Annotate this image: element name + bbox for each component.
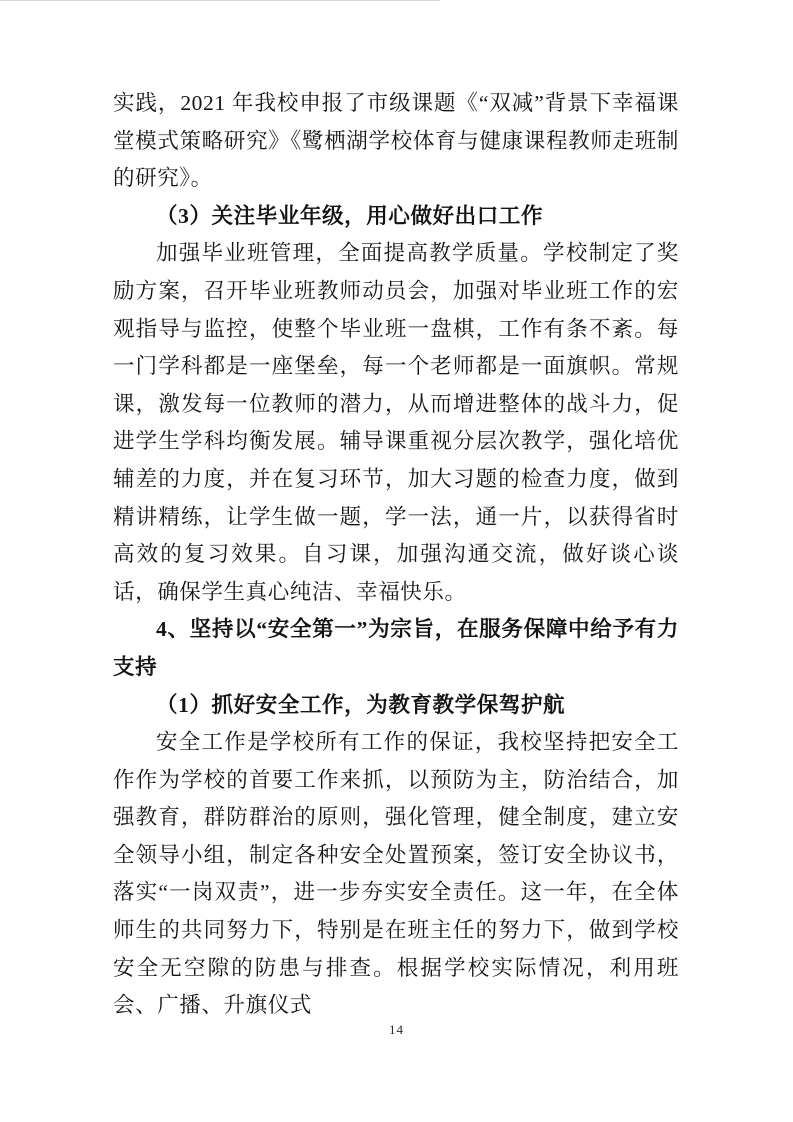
section-heading-safety-first: 4、坚持以“安全第一”为宗旨，在服务保障中给予有力支持	[113, 617, 679, 679]
sub-heading-safety-work: （1）抓好安全工作，为教育教学保驾护航	[156, 692, 566, 717]
paragraph-safety-work-detail: 安全工作是学校所有工作的保证，我校坚持把安全工作作为学校的首要工作来抓，以预防为主，防治结合，加强教育，群防群治的原则，强化管理，健全制度，建立安全领导小组，制定各种安全处置预案，签订安全协议书，落实“一岗双责”，进一步夯实安全责任。这一年，在全体师生的共同努力下，特别是在班主任的努力下，做到学校安全无空隙的防患与排查。根据学校实际情况，利用班会、广播、升旗仪式	[113, 730, 679, 1018]
top-edge-artifact-line	[0, 0, 440, 1]
sub-heading-graduating-grade: （3）关注毕业年级，用心做好出口工作	[156, 203, 544, 228]
page-number: 14	[389, 1022, 404, 1037]
paragraph-continuation: 实践，2021 年我校申报了市级课题《“双减”背景下幸福课堂模式策略研究》《鹭栖湖学校体育与健康课程教师走班制的研究》。	[113, 91, 679, 191]
paragraph-graduating-class-management: 加强毕业班管理，全面提高教学质量。学校制定了奖励方案，召开毕业班教师动员会，加强对毕业班工作的宏观指导与监控，使整个毕业班一盘棋，工作有条不紊。每一门学科都是一座堡垒，每一个老师都是一面旗帜。常规课，激发每一位教师的潜力，从而增进整体的战斗力，促进学生学科均衡发展。辅导课重视分层次教学，强化培优辅差的力度，并在复习环节，加大习题的检查力度，做到精讲精练，让学生做一题，学一法，通一片，以获得省时高效的复习效果。自习课，加强沟通交流，做好谈心谈话，确保学生真心纯洁、幸福快乐。	[113, 241, 679, 604]
document-body	[113, 85, 679, 1025]
